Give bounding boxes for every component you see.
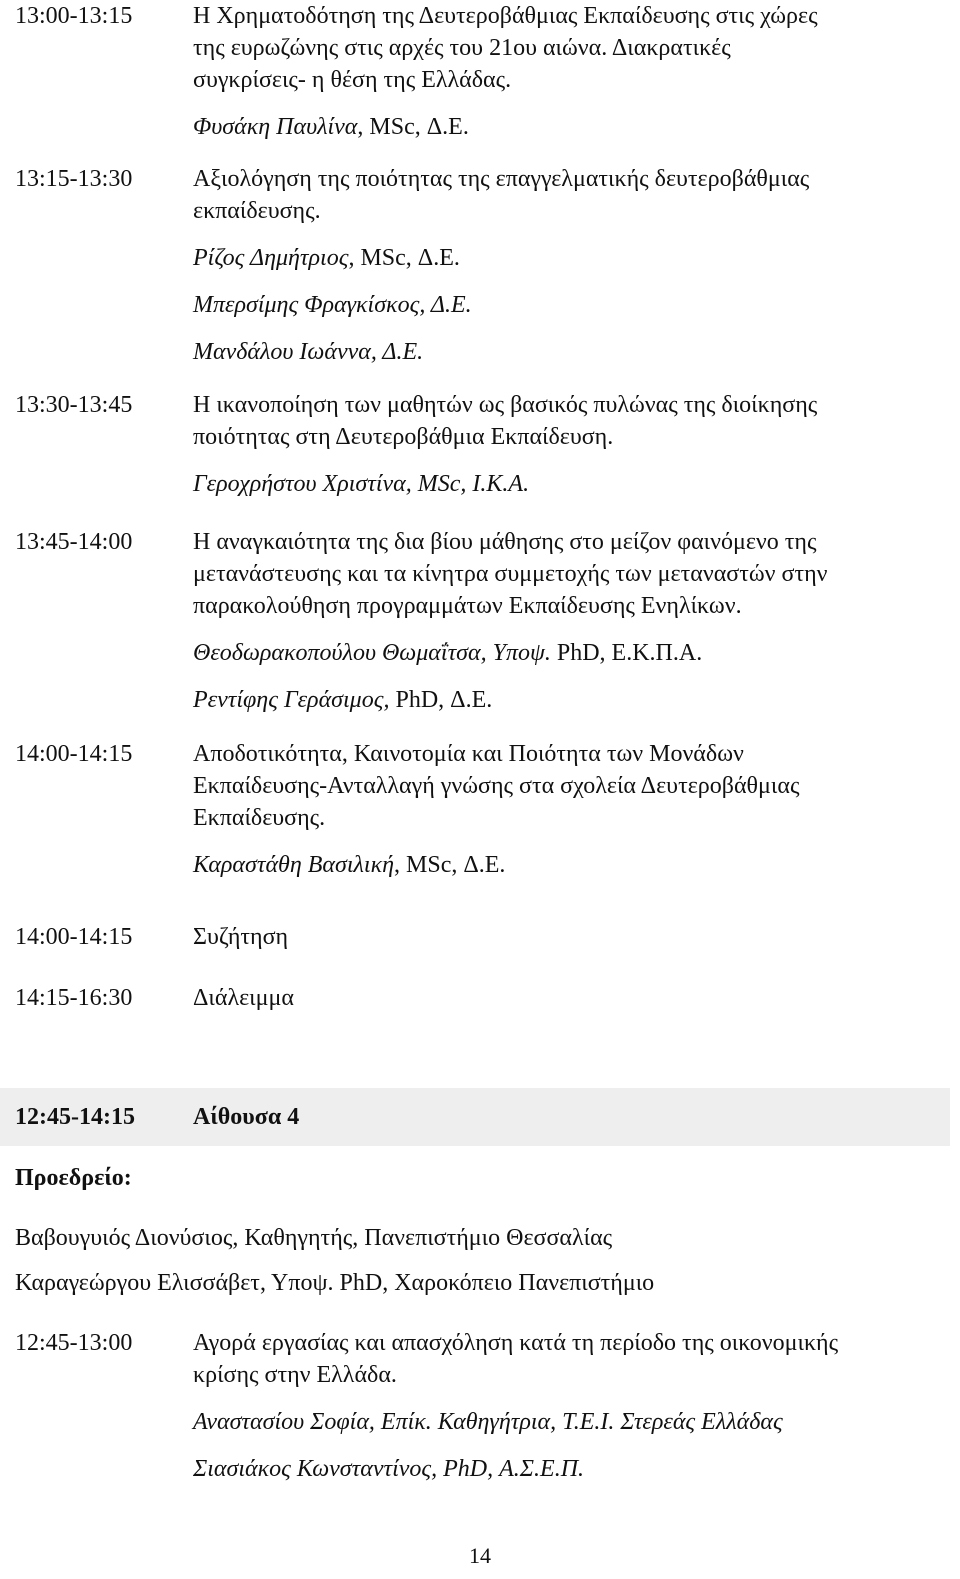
author	[193, 242, 940, 274]
author	[193, 684, 940, 716]
author	[193, 468, 940, 500]
talk-title-line: Εκπαίδευσης.	[193, 805, 326, 831]
author-name: Καραστάθη Βασιλική	[193, 852, 394, 878]
break-label: Διάλειμμα	[193, 985, 294, 1011]
talk-title-line: εκπαίδευσης.	[193, 198, 321, 224]
discussion-label: Συζήτηση	[193, 924, 289, 950]
author	[193, 1453, 940, 1485]
session-room: Αίθουσα 4	[193, 1104, 300, 1130]
talk-title-line: συγκρίσεις- η θέση της Ελλάδας.	[193, 67, 512, 93]
author-name: Αναστασίου Σοφία, Επίκ. Καθηγήτρια, Τ.Ε.Ι. Στερεάς Ελλάδας	[193, 1409, 783, 1435]
author-name: Ρεντίφης Γεράσιμος,	[193, 687, 390, 713]
author-name: Φυσάκη Παυλίνα	[193, 114, 358, 140]
talk-title-line: ποιότητας στη Δευτεροβάθμια Εκπαίδευση.	[193, 424, 614, 450]
chair-member: Καραγεώργου Ελισσάβετ, Υποψ. PhD, Χαροκόπειο Πανεπιστήμιο	[15, 1270, 655, 1296]
talk-title	[193, 389, 940, 453]
time-slot: 13:30-13:45	[15, 392, 133, 418]
author-affiliation: , MSc, Δ.Ε.	[357, 114, 469, 140]
talk-title-line: Αγορά εργασίας και απασχόληση κατά τη περίοδο της οικονομικής	[193, 1330, 839, 1356]
author-affiliation: PhD, Δ.Ε.	[389, 687, 493, 713]
time-slot: 14:15-16:30	[15, 985, 133, 1011]
time-slot: 13:15-13:30	[15, 166, 133, 192]
author	[193, 336, 940, 368]
author-name: Θεοδωρακοπούλου Θωμαΐτσα, Υποψ.	[193, 640, 551, 666]
author-affiliation: , MSc, Δ.Ε.	[394, 852, 506, 878]
chair-label: Προεδρείο:	[15, 1165, 132, 1191]
author	[193, 637, 940, 669]
talk-title-line: Αξιολόγηση της ποιότητας της επαγγελματικής δευτεροβάθμιας	[193, 166, 810, 192]
author-name: Σιασιάκος Κωνσταντίνος, PhD, Α.Σ.Ε.Π.	[193, 1456, 585, 1482]
session-header	[0, 1088, 950, 1146]
talk-title	[193, 0, 940, 96]
talk-title-line: Η ικανοποίηση των μαθητών ως βασικός πυλώνας της διοίκησης	[193, 392, 818, 418]
talk-title-line: Εκπαίδευσης-Ανταλλαγή γνώσης στα σχολεία Δευτεροβάθμιας	[193, 773, 800, 799]
talk-title-line: της ευρωζώνης στις αρχές του 21ου αιώνα. Διακρατικές	[193, 35, 731, 61]
talk-title-line: Η Χρηματοδότηση της Δευτεροβάθμιας Εκπαίδευσης στις χώρες	[193, 3, 818, 29]
author	[193, 1406, 940, 1438]
talk-title-line: κρίσης στην Ελλάδα.	[193, 1362, 397, 1388]
author-name: Γεροχρήστου Χριστίνα, MSc, Ι.Κ.Α.	[193, 471, 530, 497]
session-time: 12:45-14:15	[15, 1104, 135, 1130]
talk-title-line: Αποδοτικότητα, Καινοτομία και Ποιότητα των Μονάδων	[193, 741, 744, 767]
talk-title-line: Η αναγκαιότητα της δια βίου μάθησης στο μείζον φαινόμενο της	[193, 529, 817, 555]
author	[193, 849, 940, 881]
time-slot: 13:45-14:00	[15, 529, 133, 555]
talk-title-line: μετανάστευσης και τα κίνητρα συμμετοχής των μεταναστών στην	[193, 561, 828, 587]
talk-title	[193, 163, 940, 227]
time-slot: 13:00-13:15	[15, 3, 133, 29]
author-name: Μανδάλου Ιωάννα, Δ.Ε.	[193, 339, 424, 365]
time-slot: 14:00-14:15	[15, 924, 133, 950]
talk-title	[193, 526, 940, 622]
author	[193, 289, 940, 321]
author-name: Ρίζος Δημήτριος	[193, 245, 349, 271]
time-slot: 12:45-13:00	[15, 1330, 133, 1356]
author-affiliation: PhD, Ε.Κ.Π.Α.	[550, 640, 703, 666]
author-name: Μπερσίμης Φραγκίσκος, Δ.Ε.	[193, 292, 472, 318]
page-number: 14	[469, 1543, 491, 1568]
talk-title-line: παρακολούθηση προγραμμάτων Εκπαίδευσης Ενηλίκων.	[193, 593, 742, 619]
talk-title	[193, 1327, 940, 1391]
chair-member: Βαβουγυιός Διονύσιος, Καθηγητής, Πανεπιστήμιο Θεσσαλίας	[15, 1225, 613, 1251]
talk-title	[193, 738, 940, 834]
author	[193, 111, 940, 143]
time-slot: 14:00-14:15	[15, 741, 133, 767]
author-affiliation: , MSc, Δ.Ε.	[348, 245, 460, 271]
